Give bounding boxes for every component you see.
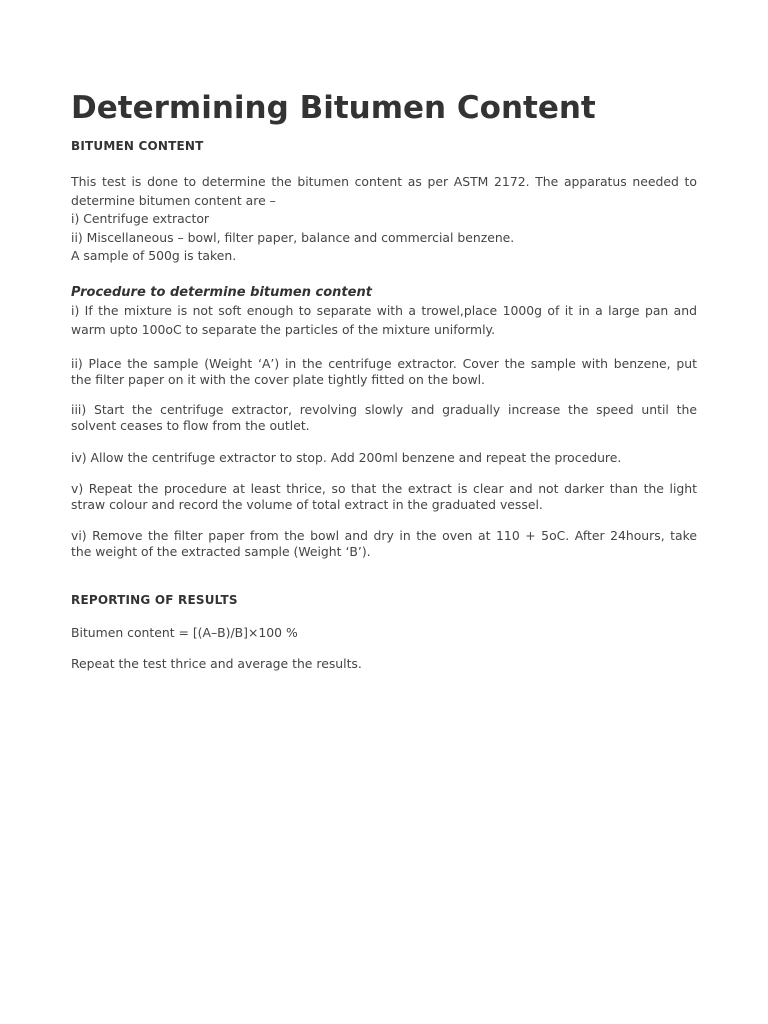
sample-statement: A sample of 500g is taken.: [71, 248, 237, 263]
apparatus-item-miscellaneous: ii) Miscellaneous – bowl, filter paper, balance and commercial benzene.: [71, 230, 515, 245]
bitumen-content-formula: Bitumen content = [(A–B)/B]×100 %: [71, 625, 298, 640]
section-heading-bitumen-content: BITUMEN CONTENT: [71, 139, 204, 153]
intro-line: This test is done to determine the bitumen content as per ASTM 2172. The apparatus needed to: [71, 174, 697, 189]
procedure-step-line: solvent ceases to flow from the outlet.: [71, 418, 310, 433]
section-heading-reporting-results: REPORTING OF RESULTS: [71, 593, 238, 607]
procedure-step-line: v) Repeat the procedure at least thrice, so that the extract is clear and not darker than the light: [71, 481, 697, 496]
procedure-step-line: vi) Remove the filter paper from the bowl and dry in the oven at 110 + 5oC. After 24hours, take: [71, 528, 697, 543]
document-title: Determining Bitumen Content: [71, 90, 596, 126]
apparatus-item-centrifuge: i) Centrifuge extractor: [71, 211, 210, 226]
procedure-step-line: iv) Allow the centrifuge extractor to stop. Add 200ml benzene and repeat the procedure.: [71, 450, 622, 465]
procedure-step-line: iii) Start the centrifuge extractor, revolving slowly and gradually increase the speed until the: [71, 402, 697, 417]
procedure-step-line: straw colour and record the volume of total extract in the graduated vessel.: [71, 497, 543, 512]
results-note: Repeat the test thrice and average the results.: [71, 656, 362, 671]
procedure-step-line: i) If the mixture is not soft enough to separate with a trowel,place 1000g of it in a large pan and: [71, 303, 697, 318]
procedure-step-line: warm upto 100oC to separate the particles of the mixture uniformly.: [71, 322, 496, 337]
procedure-step-line: the filter paper on it with the cover plate tightly fitted on the bowl.: [71, 372, 485, 387]
procedure-heading: Procedure to determine bitumen content: [71, 285, 372, 300]
procedure-step-line: ii) Place the sample (Weight ‘A’) in the centrifuge extractor. Cover the sample with benzene, put: [71, 356, 697, 371]
intro-line: determine bitumen content are –: [71, 193, 276, 208]
procedure-step-line: the weight of the extracted sample (Weight ‘B’).: [71, 544, 371, 559]
